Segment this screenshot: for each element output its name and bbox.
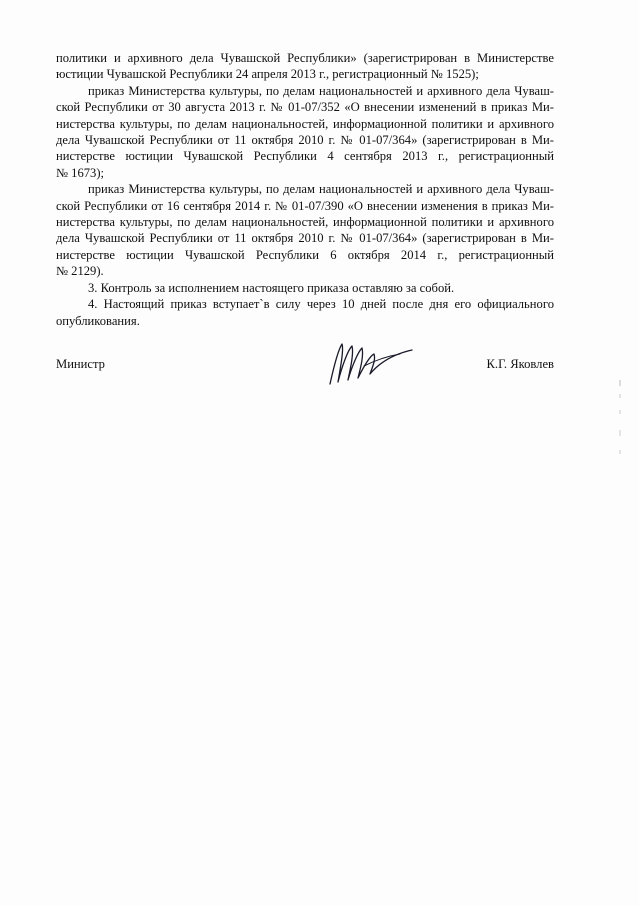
text-line: опубликования.: [56, 313, 140, 328]
text-line: нистерстве юстиции Чувашской Республики 4 сентября 2013 г., регистрационный: [56, 149, 554, 164]
text-line: юстиции Чувашской Республики 24 апреля 2013 г., регистрационный № 1525);: [56, 67, 479, 82]
text-line: нистерстве юстиции Чувашской Республики 6 октября 2014 г., регистрационный: [56, 247, 554, 262]
text-line: дела Чувашской Республики от 11 октября 2010 г. № 01-07/364» (зарегистрирован в Ми-: [56, 133, 554, 148]
signer-position: Министр: [56, 357, 105, 371]
text-line: нистерства культуры, по делам национальностей, информационной политики и архивного: [56, 116, 554, 131]
text-line: приказ Министерства культуры, по делам национальностей и архивного дела Чуваш-: [88, 182, 554, 197]
text-line: приказ Министерства культуры, по делам национальностей и архивного дела Чуваш-: [88, 83, 554, 98]
text-line: № 2129).: [56, 264, 104, 279]
text-line: ской Республики от 16 сентября 2014 г. № 01-07/390 «О внесении изменения в приказ Ми-: [56, 198, 554, 213]
text-line: дела Чувашской Республики от 11 октября 2010 г. № 01-07/364» (зарегистрирован в Ми-: [56, 231, 554, 246]
text-line: нистерства культуры, по делам национальностей, информационной политики и архивного: [56, 215, 554, 230]
signer-name: К.Г. Яковлев: [486, 357, 554, 371]
handwritten-signature: [324, 336, 416, 392]
text-line: № 1673);: [56, 165, 105, 180]
text-line: ской Республики от 30 августа 2013 г. № 01-07/352 «О внесении изменений в приказ Ми-: [56, 100, 554, 115]
text-line: 4. Настоящий приказ вступает`в силу через 10 дней после дня его официального: [88, 297, 554, 312]
scan-artifact: [619, 380, 621, 460]
text-line: политики и архивного дела Чувашской Республики» (зарегистрирован в Министерстве: [56, 51, 554, 65]
document-body: [56, 50, 554, 329]
text-line: 3. Контроль за исполнением настоящего приказа оставляю за собой.: [88, 280, 455, 295]
